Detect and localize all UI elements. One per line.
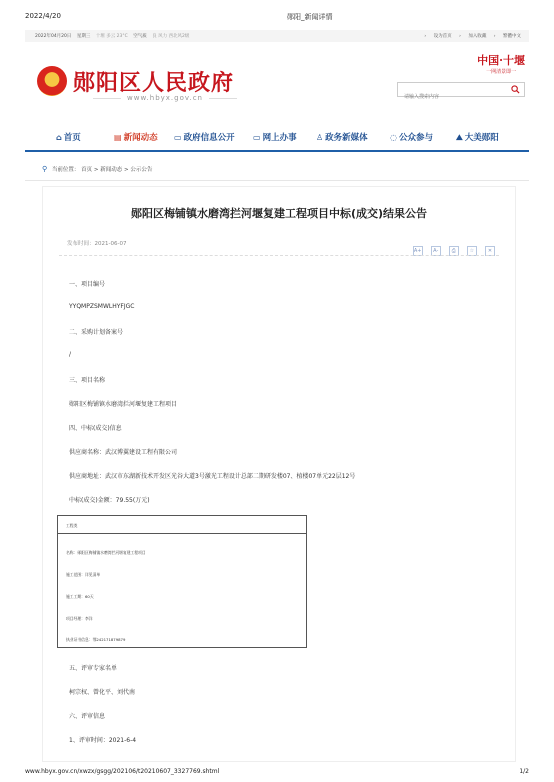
air-quality-value: 良 风力 西北风2级 bbox=[152, 34, 190, 39]
add-favorite-link[interactable]: › 加入收藏 bbox=[459, 34, 487, 39]
close-icon[interactable]: ✕ bbox=[485, 246, 495, 256]
location-pin-icon: ⚲ bbox=[42, 165, 48, 173]
site-name[interactable]: 郧阳区人民政府 bbox=[73, 70, 235, 96]
notice-table bbox=[57, 515, 307, 648]
article-tools bbox=[410, 237, 495, 256]
search-box bbox=[397, 82, 525, 97]
article bbox=[42, 186, 516, 762]
notice-line: 执业证书信息：鄂242171879879 bbox=[66, 637, 126, 642]
page-url: www.hbyx.gov.cn/xwzx/gsgg/202106/t20210607_3327769.shtml bbox=[25, 768, 220, 775]
breadcrumb: ⚲ 当前位置： 首页 > 新闻动态 > 公示公告 bbox=[42, 165, 153, 173]
print-date: 2022/4/20 bbox=[25, 12, 61, 20]
nav-gov-info[interactable]: ▭ 政府信息公开 bbox=[174, 133, 235, 143]
article-title: 郧阳区梅铺镇水磨湾拦河堰复建工程项目中标(成交)结果公告 bbox=[130, 207, 428, 220]
print-icon[interactable]: ⎙ bbox=[449, 246, 459, 256]
nav-home[interactable]: ⌂ 首页 bbox=[56, 133, 81, 143]
site-url: www.hbyx.gov.cn bbox=[87, 94, 243, 102]
paragraph: 柯宗权、曾化平、刘代南 bbox=[69, 689, 136, 696]
slogan-main: 中国·十堰 bbox=[477, 54, 525, 67]
search-input[interactable] bbox=[398, 91, 498, 104]
nav-news[interactable]: ▤ 新闻动态 bbox=[114, 133, 158, 143]
paragraph: / bbox=[69, 351, 72, 358]
breadcrumb-home[interactable]: 首页 bbox=[81, 167, 93, 173]
book-icon: ▭ bbox=[174, 133, 182, 142]
paragraph: 供应商名称：武汉博翼建设工程有限公司 bbox=[69, 449, 178, 456]
paragraph: 中标(成交)金额：79.55(万元) bbox=[69, 497, 150, 504]
notice-line: 施工范围：详见清单 bbox=[66, 572, 101, 577]
notice-line: 名称：郧阳区梅铺镇水磨湾拦河堰复建工程项目 bbox=[66, 550, 146, 555]
current-weekday: 星期三 bbox=[76, 34, 91, 39]
monitor-icon: ▭ bbox=[253, 133, 261, 142]
notice-divider bbox=[58, 533, 306, 534]
nav-divider bbox=[25, 150, 529, 152]
nav-new-media[interactable]: ♙ 政务新媒体 bbox=[316, 133, 368, 143]
section-heading: 五、评审专家名单 bbox=[69, 665, 118, 672]
paragraph: YYQMPZSMWLHYFJGC bbox=[69, 303, 135, 310]
national-emblem-logo bbox=[37, 66, 67, 96]
breadcrumb-prefix: 当前位置： bbox=[51, 167, 80, 173]
favorite-icon[interactable]: ☆ bbox=[467, 246, 477, 256]
font-increase-button[interactable]: A+ bbox=[413, 248, 422, 254]
people-icon: ♙ bbox=[316, 133, 324, 142]
print-header bbox=[25, 12, 529, 22]
nav-online-services[interactable]: ▭ 网上办事 bbox=[253, 133, 297, 143]
print-page-title: 郧阳_新闻详情 bbox=[287, 13, 333, 21]
home-icon: ⌂ bbox=[56, 133, 62, 142]
section-heading: 四、中标(成交)信息 bbox=[69, 425, 122, 432]
section-heading: 一、项目编号 bbox=[69, 281, 106, 288]
landscape-icon: ⛰ bbox=[456, 133, 463, 142]
notice-line: 项目经理：李洋 bbox=[66, 616, 93, 621]
search-icon[interactable] bbox=[511, 85, 520, 94]
news-icon: ▤ bbox=[114, 133, 122, 142]
slogan bbox=[477, 52, 525, 75]
font-decrease-button[interactable]: A- bbox=[431, 246, 441, 256]
air-quality-label: 空气质 bbox=[133, 34, 147, 39]
nav-public-participation[interactable]: ◌ 公众参与 bbox=[390, 133, 433, 143]
paragraph: 郧阳区梅铺镇水磨湾拦河堰复建工程项目 bbox=[69, 401, 178, 408]
breadcrumb-notices[interactable]: 公示公告 bbox=[130, 167, 153, 173]
meta-divider bbox=[59, 255, 499, 256]
notice-line: 施工工期：60天 bbox=[66, 594, 94, 599]
section-heading: 二、采购计划备案号 bbox=[69, 329, 124, 336]
breadcrumb-news[interactable]: 新闻动态 bbox=[100, 167, 123, 173]
chat-icon: ◌ bbox=[390, 133, 397, 142]
page-number: 1/2 bbox=[519, 768, 529, 775]
traditional-chinese-link[interactable]: › 繁體中文 bbox=[493, 34, 521, 39]
publish-time: 发布时间：2021-06-07 bbox=[67, 241, 127, 247]
section-heading: 六、评审信息 bbox=[69, 713, 106, 720]
top-bar bbox=[25, 30, 529, 42]
set-homepage-link[interactable]: › 设为首页 bbox=[424, 34, 452, 39]
notice-heading: 工程类 bbox=[66, 523, 78, 528]
paragraph: 1、评审时间：2021-6-4 bbox=[69, 737, 137, 744]
main-nav bbox=[48, 128, 506, 150]
site-header bbox=[25, 42, 529, 120]
current-date: 2022年04月20日 bbox=[35, 34, 72, 39]
section-heading: 三、项目名称 bbox=[69, 377, 106, 384]
breadcrumb-divider bbox=[25, 180, 529, 181]
nav-beautiful-yunyang[interactable]: ⛰ 大美郧阳 bbox=[456, 133, 499, 143]
slogan-sub: 一网清景即一 bbox=[486, 69, 517, 75]
weather-info: 十堰 多云 23°C bbox=[95, 34, 128, 39]
paragraph: 供应商地址：武汉市东湖新技术开发区光谷大道3号激光工程设计总部二期研发楼07、植楼07单元22层12号 bbox=[69, 473, 356, 480]
